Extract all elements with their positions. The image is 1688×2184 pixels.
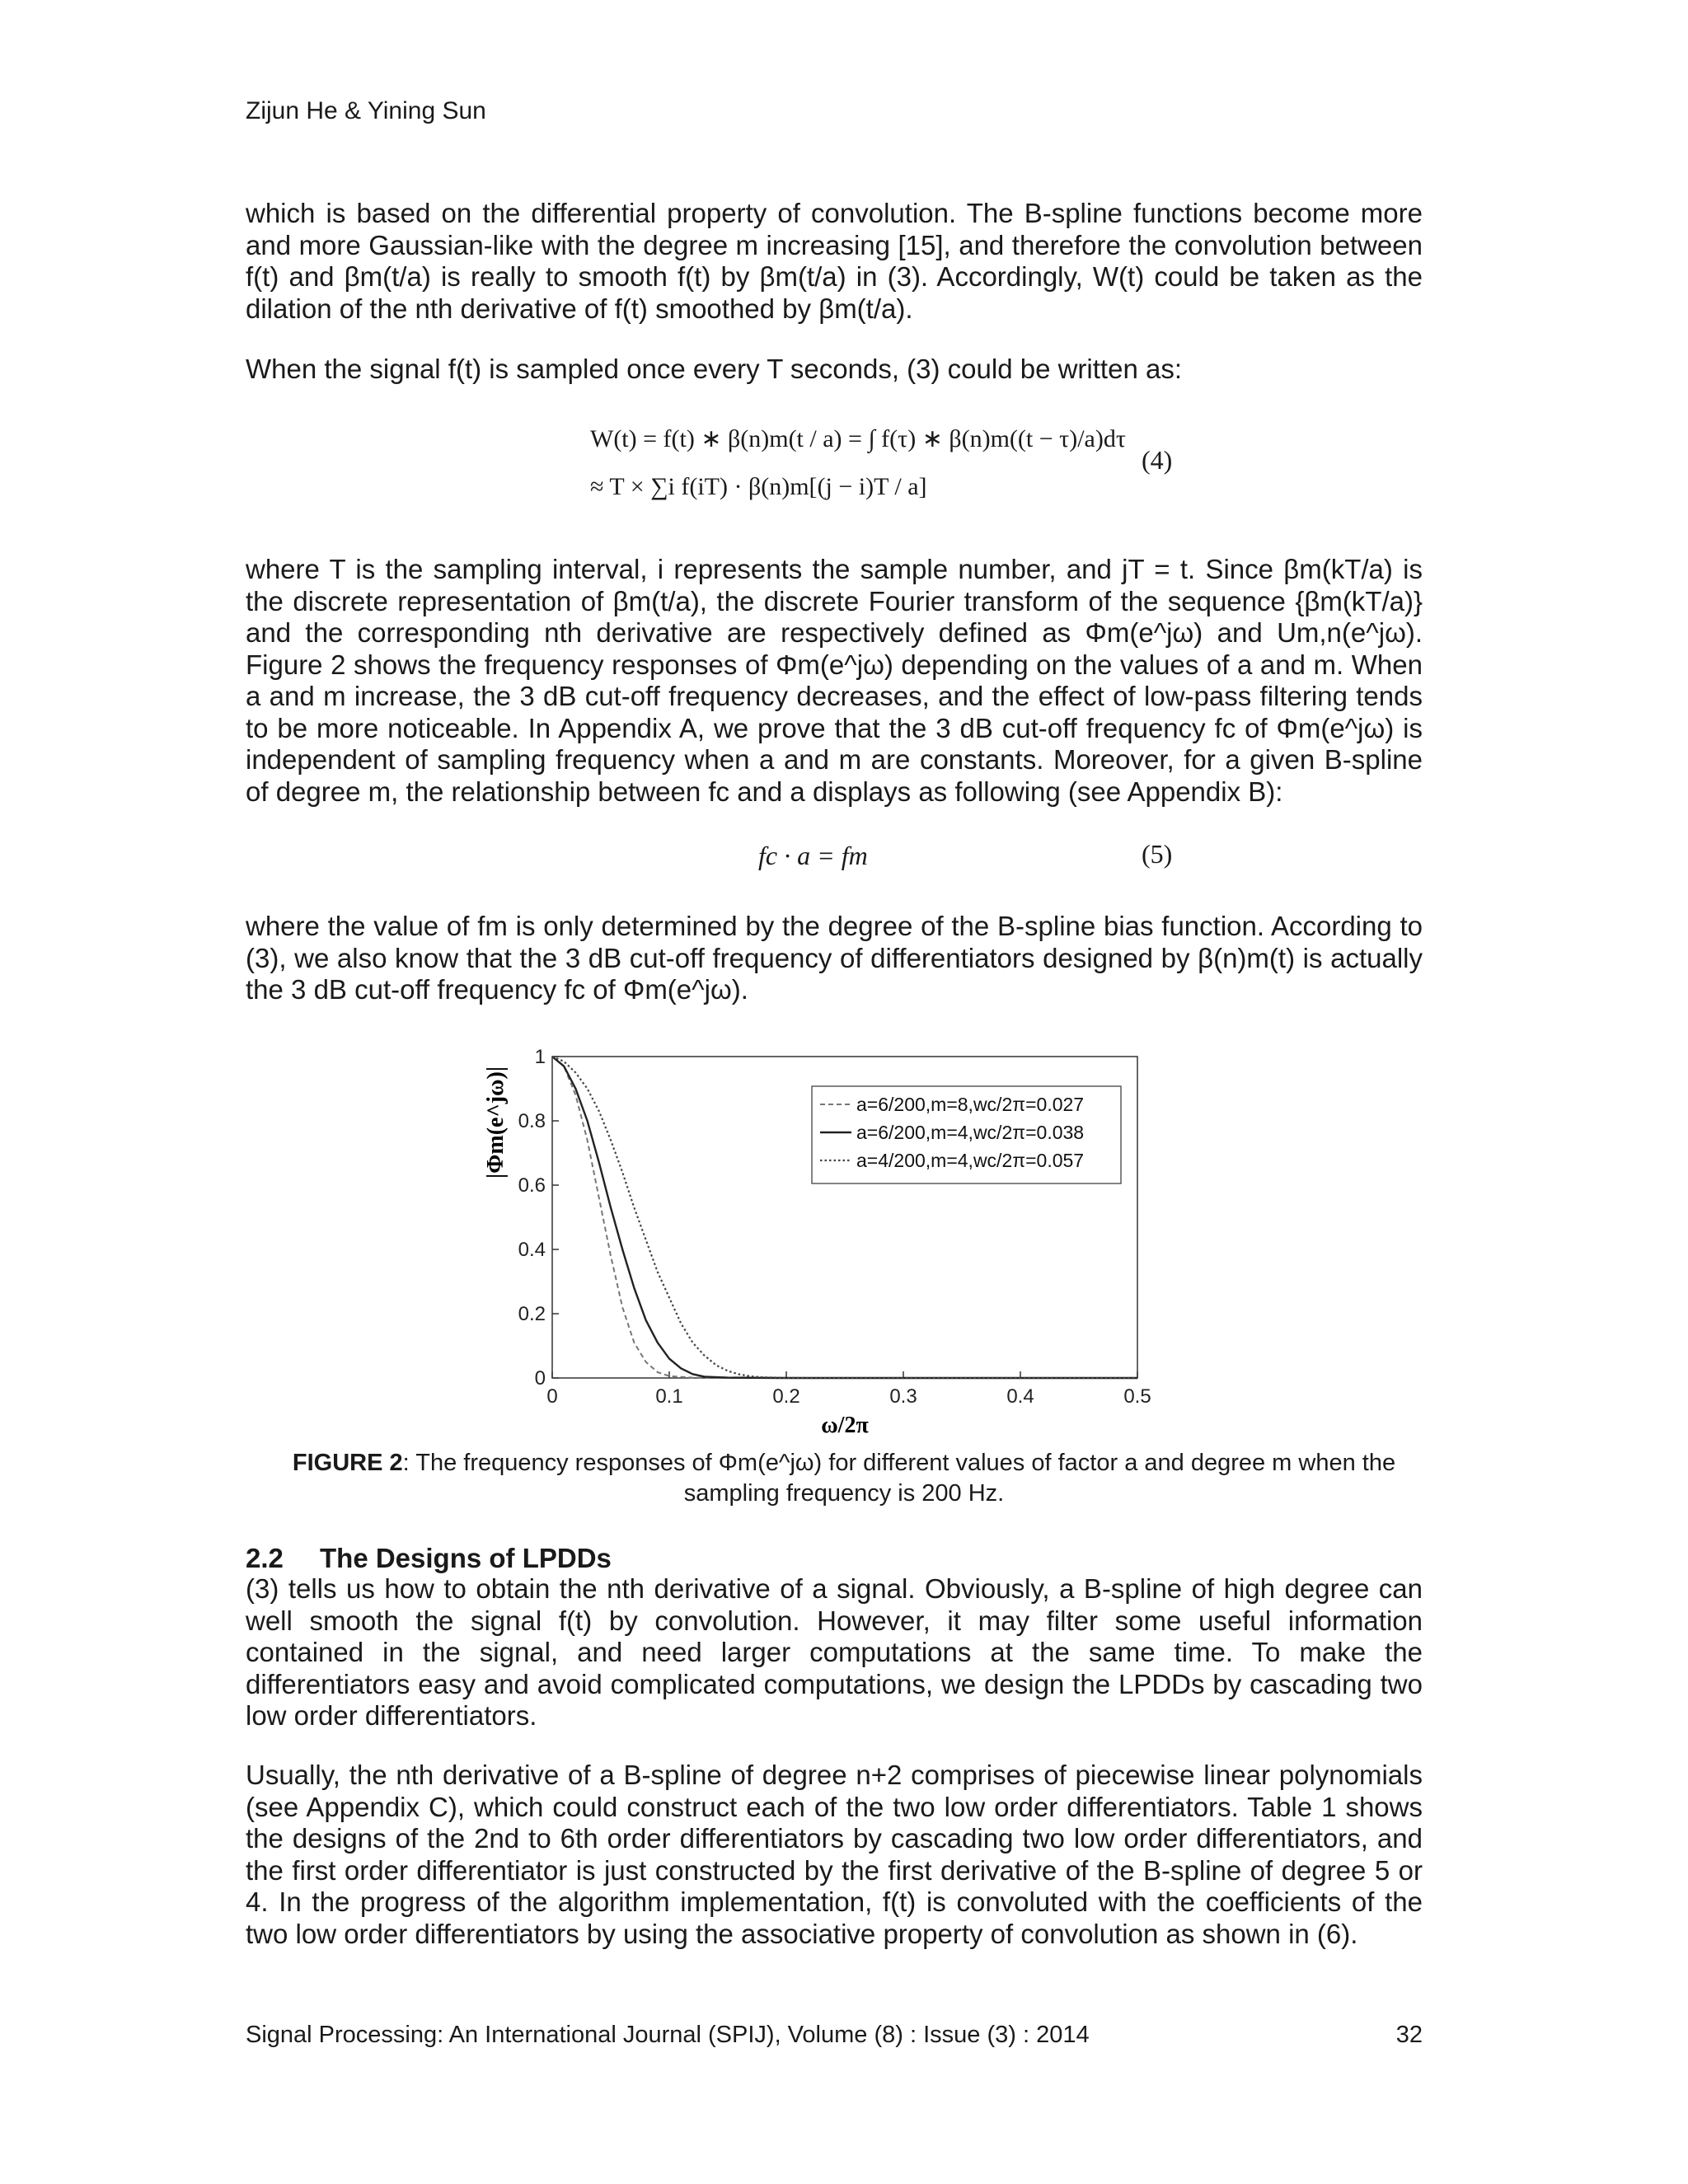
y-tick-label: 0.6 [518, 1174, 546, 1197]
paragraph-6-text: Usually, the nth derivative of a B-spline of degree n+2 comprises of piecewise linear polynomials (see Appendix C), which could construct each of the two low order differentiators. Table 1 shows the designs of the 2nd to 6th order differentiators by cascading two low order differentiators, and the first order differentiator is just constructed by the first derivative of the B-spline of degree 5 or 4. In the progress of the algorithm implementation, f(t) is convoluted with the coefficients of the two low order differentiators by using the associative property of convolution as shown in (6). [246, 1760, 1423, 1949]
paragraph-1 [246, 198, 1423, 325]
paragraph-4 [246, 911, 1423, 1006]
paragraph-2 [246, 354, 1423, 386]
x-tick-label: 0.1 [655, 1385, 683, 1408]
section-number: 2.2 [246, 1543, 284, 1573]
paragraph-3-text: where T is the sampling interval, i represents the sample number, and jT = t. Since βm(kT/a) is the discrete representation of βm(t/a), the discrete Fourier transform of the sequence {βm(kT/a)} and the corresponding nth derivative are respectively defined as Φm(e^jω) and Um,n(e^jω). Figure 2 shows the frequency responses of Φm(e^jω) depending on the values of a and m. When a and m increase, the 3 dB cut-off frequency decreases, and the effect of low-pass filtering tends to be more noticeable. In Appendix A, we prove that the 3 dB cut-off frequency fc of Φm(e^jω) is independent of sampling frequency when a and m are constants. Moreover, for a given B-spline of degree m, the relationship between fc and a displays as following (see Appendix B): [246, 554, 1423, 807]
paragraph-3 [246, 554, 1423, 808]
equation-5-number: (5) [1142, 839, 1173, 869]
y-tick-label: 0.4 [518, 1239, 546, 1261]
y-axis-label: |Φm(e^jω)| [483, 1066, 509, 1179]
page-number: 32 [1395, 2022, 1423, 2048]
paragraph-5-text: (3) tells us how to obtain the nth derivative of a signal. Obviously, a B-spline of high degree can well smooth the signal f(t) by convolution. However, it may filter some useful information contained in the signal, and need larger computations at the same time. To make the differentiators easy and avoid complicated computations, we design the LPDDs by cascading two low order differentiators. [246, 1573, 1423, 1731]
footer-journal: Signal Processing: An International Journal (SPIJ), Volume (8) : Issue (3) : 2014 [246, 2022, 1090, 2048]
x-tick-label: 0.3 [889, 1385, 917, 1408]
legend-entry-2: a=6/200,m=4,wc/2π=0.038 [856, 1122, 1085, 1143]
equation-4-line-1: W(t) = f(t) ∗ β(n)m(t / a) = ∫ f(τ) ∗ β(n)m((t − τ)/a)dτ [590, 425, 1126, 452]
figure-2-chart [462, 1038, 1170, 1434]
y-tick-label: 0.2 [518, 1303, 546, 1325]
figure-2-caption-label: FIGURE 2 [292, 1450, 403, 1476]
paragraph-4-text: where the value of fm is only determined by the degree of the B-spline bias function. According to (3), we also know that the 3 dB cut-off frequency of differentiators designed by β(n)m(t) is actually the 3 dB cut-off frequency fc of Φm(e^jω). [246, 911, 1423, 1005]
equation-4 [590, 420, 1126, 506]
figure-2-caption [272, 1448, 1416, 1509]
y-tick-label: 1 [534, 1046, 546, 1068]
section-title: The Designs of LPDDs [320, 1543, 612, 1573]
x-axis-label: ω/2π [821, 1413, 869, 1434]
equation-5: fc · a = fm [758, 841, 868, 870]
equation-4-number: (4) [1142, 445, 1173, 475]
x-tick-label: 0.4 [1006, 1385, 1034, 1408]
y-tick-label: 0 [534, 1367, 546, 1390]
paragraph-1-text: which is based on the differential property of convolution. The B-spline functions become more and more Gaussian-like with the degree m increasing [15], and therefore the convolution between f(t) and βm(t/a) is really to smooth f(t) by βm(t/a) in (3). Accordingly, W(t) could be taken as the dilation of the nth derivative of f(t) smoothed by βm(t/a). [246, 198, 1423, 324]
paragraph-2-text: When the signal f(t) is sampled once every T seconds, (3) could be written as: [246, 354, 1182, 384]
paragraph-6 [246, 1760, 1423, 1950]
equation-4-line-2: ≈ T × ∑i f(iT) · β(n)m[(j − i)T / a] [590, 473, 927, 500]
legend-entry-1: a=6/200,m=8,wc/2π=0.027 [856, 1094, 1085, 1115]
x-tick-label: 0.5 [1123, 1385, 1151, 1408]
x-tick-label: 0 [546, 1385, 558, 1408]
paragraph-5 [246, 1573, 1423, 1732]
x-tick-label: 0.2 [772, 1385, 800, 1408]
figure-2-caption-text: : The frequency responses of Φm(e^jω) for different values of factor a and degree m when the sampling frequency is 200 Hz. [402, 1450, 1396, 1507]
section-heading [246, 1543, 612, 1574]
legend-entry-3: a=4/200,m=4,wc/2π=0.057 [856, 1150, 1085, 1171]
running-header: Zijun He & Yining Sun [246, 97, 486, 124]
y-tick-label: 0.8 [518, 1110, 546, 1132]
